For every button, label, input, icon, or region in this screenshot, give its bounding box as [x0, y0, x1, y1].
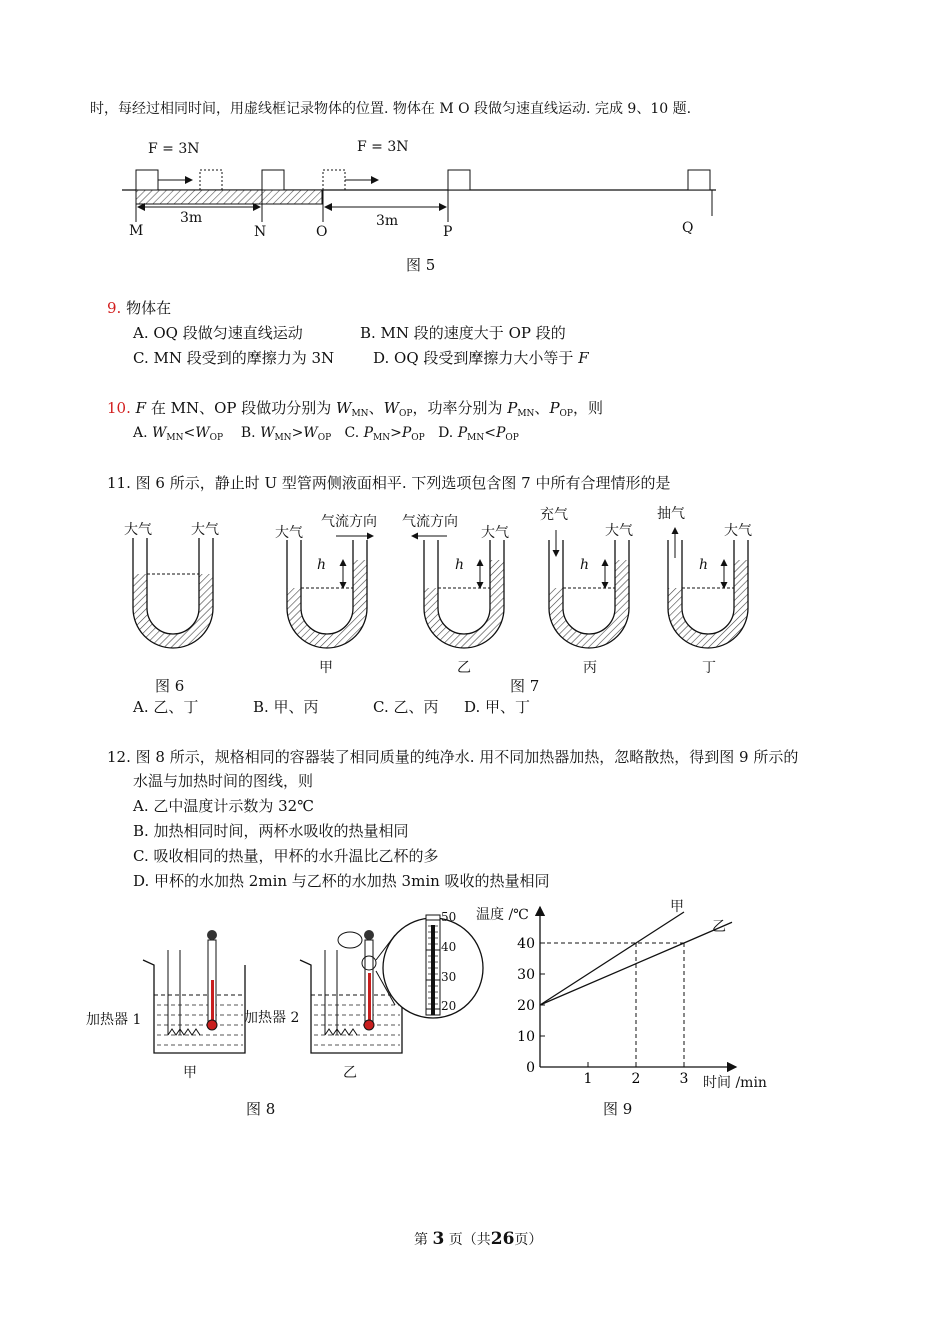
beaker-jia-label: 甲	[183, 1065, 197, 1081]
sub-mn: MN	[467, 433, 485, 443]
distance-label-1: 3m	[180, 210, 203, 226]
point-m: M	[129, 223, 144, 239]
u-tube-bing	[549, 530, 629, 648]
fig8-caption: 图 8	[246, 1100, 276, 1118]
beaker-jia	[143, 930, 245, 1053]
sub-mn: MN	[373, 433, 391, 443]
q10-stem-part2: ，功率分别为	[412, 399, 503, 417]
q12-option-b: B. 加热相同时间，两杯水吸收的热量相同	[133, 822, 409, 840]
sub-op: OP	[317, 433, 332, 443]
x-tick-label: 1	[583, 1071, 593, 1087]
block-n	[262, 170, 284, 190]
fig6-caption: 图 6	[155, 677, 185, 695]
page-footer	[414, 1229, 542, 1250]
series-yi-label: 乙	[712, 919, 726, 935]
bing-label: 丙	[583, 660, 597, 676]
fig6-atm-left: 大气	[124, 522, 152, 538]
yi-label: 乙	[457, 660, 471, 676]
y-tick-label: 40	[517, 936, 535, 952]
sub-mn: MN	[517, 409, 535, 419]
heater-2-label: 加热器 2	[244, 1010, 300, 1026]
w-symbol: W	[152, 425, 167, 441]
q9-option-c: C. MN 段受到的摩擦力为 3N	[133, 349, 335, 367]
q10-stem-part3: ，则	[572, 399, 603, 417]
sub-op: OP	[559, 409, 573, 419]
track-ground	[122, 190, 716, 204]
q12-stem-line2: 水温与加热时间的图线，则	[133, 772, 314, 790]
yi-h: h	[455, 557, 465, 573]
jia-h: h	[317, 557, 327, 573]
ding-extract: 抽气	[657, 506, 685, 522]
footer-mid: 页（共	[448, 1232, 491, 1248]
series-line-jia	[540, 912, 684, 1005]
page-number: 3	[432, 1229, 445, 1249]
figure-5-caption: 图 5	[406, 256, 436, 274]
q9-option-d	[373, 348, 589, 368]
q10-option-d-letter: D.	[438, 425, 454, 441]
sub-mn: MN	[274, 433, 292, 443]
q9-option-d-text: D. OQ 段受到摩擦力大小等于	[373, 349, 574, 367]
x-tick-label: 3	[679, 1071, 689, 1087]
q11-stem: 11. 图 6 所示，静止时 U 型管两侧液面相平. 下列选项包含图 7 中所有合理情形的是	[107, 474, 671, 492]
y-tick-label: 10	[517, 1029, 535, 1045]
q10-option-a	[133, 425, 223, 441]
q10-option-b-letter: B.	[240, 425, 256, 441]
ding-label: 丁	[702, 660, 716, 676]
y-tick-label: 0	[526, 1060, 535, 1076]
q10-options	[133, 423, 519, 448]
q9-option-b: B. MN 段的速度大于 OP 段的	[360, 324, 566, 342]
heater-1-label: 加热器 1	[86, 1012, 142, 1028]
point-o: O	[316, 224, 328, 240]
distance-label-2: 3m	[376, 213, 399, 229]
footer-post: 页）	[514, 1232, 543, 1248]
thermometer-zoom	[376, 915, 483, 1018]
u-tube-yi	[412, 536, 504, 648]
sub-mn: MN	[351, 409, 369, 419]
zoom-scale-30: 30	[441, 970, 457, 984]
p-symbol: P	[549, 399, 560, 417]
u-tube-fig6	[133, 538, 213, 648]
block-q	[688, 170, 710, 190]
q10-option-d	[438, 425, 519, 441]
w-symbol: W	[195, 425, 210, 441]
w-symbol: W	[383, 399, 399, 417]
yi-airflow: 气流方向	[402, 514, 458, 530]
point-n: N	[254, 224, 267, 240]
q9-stem-text: 物体在	[126, 299, 172, 317]
lt-symbol: <	[183, 425, 196, 441]
point-p: P	[443, 224, 453, 240]
q10-stem	[107, 398, 603, 424]
block-m	[136, 170, 158, 190]
jia-label: 甲	[319, 660, 333, 676]
sep: 、	[368, 399, 384, 417]
q12-option-d: D. 甲杯的水加热 2min 与乙杯的水加热 3min 吸收的热量相同	[133, 872, 550, 890]
q11-option-c: C. 乙、丙	[373, 698, 439, 716]
chart9-xlabel: 时间 /min	[703, 1075, 767, 1091]
lt-symbol: <	[484, 425, 496, 441]
sub-op: OP	[505, 433, 519, 443]
point-q: Q	[682, 220, 694, 236]
q12-stem-line1: 12. 图 8 所示，规格相同的容器装了相同质量的纯净水. 用不同加热器加热，忽略散热，得到图 9 所示的	[107, 748, 799, 766]
q11-option-a: A. 乙、丁	[133, 698, 199, 716]
bing-h: h	[580, 557, 590, 573]
q10-option-c	[344, 425, 424, 441]
fig6-atm-right: 大气	[191, 522, 219, 538]
ding-h: h	[699, 557, 709, 573]
figure-9-chart	[500, 895, 800, 1095]
p-symbol: P	[363, 425, 374, 441]
w-symbol: W	[336, 399, 352, 417]
zoom-scale-20: 20	[441, 999, 457, 1013]
u-tube-ding	[668, 528, 748, 648]
sub-op: OP	[209, 433, 224, 443]
sub-mn: MN	[166, 433, 184, 443]
q12-option-c: C. 吸收相同的热量，甲杯的水升温比乙杯的多	[133, 847, 439, 865]
series-jia-label: 甲	[670, 899, 684, 915]
w-symbol: W	[260, 425, 275, 441]
gt-symbol: >	[390, 425, 402, 441]
q12-option-a: A. 乙中温度计示数为 32℃	[133, 797, 315, 815]
q11-option-b: B. 甲、丙	[253, 698, 319, 716]
sub-op: OP	[399, 409, 413, 419]
q9-stem	[107, 298, 171, 318]
figure-8-beakers	[0, 905, 950, 1105]
y-tick-label: 30	[517, 967, 535, 983]
x-tick-label: 2	[631, 1071, 641, 1087]
u-tube-jia	[287, 536, 373, 648]
fig9-caption: 图 9	[603, 1100, 633, 1118]
yi-atm: 大气	[481, 525, 509, 541]
footer-pre: 第	[414, 1232, 428, 1248]
q10-option-a-letter: A.	[133, 425, 148, 441]
beaker-yi-label: 乙	[343, 1065, 357, 1081]
y-tick-label: 20	[517, 998, 535, 1014]
sub-op: OP	[411, 433, 425, 443]
gt-symbol: >	[291, 425, 304, 441]
q11-option-d: D. 甲、丁	[464, 698, 531, 716]
block-p	[448, 170, 470, 190]
q9-option-a: A. OQ 段做匀速直线运动	[133, 324, 303, 342]
q9-option-d-f: F	[578, 349, 589, 367]
zoom-scale-50: 50	[441, 910, 457, 924]
p-symbol: P	[495, 425, 506, 441]
q10-stem-part1: 在 MN、OP 段做功分别为	[150, 399, 332, 417]
q10-f: F	[135, 399, 147, 417]
p-symbol: P	[401, 425, 412, 441]
jia-atm: 大气	[275, 525, 303, 541]
chart9-ylabel: 温度 /℃	[476, 907, 529, 923]
sep: 、	[534, 399, 550, 417]
q10-option-b	[241, 425, 331, 441]
ding-atm: 大气	[724, 523, 752, 539]
zoom-scale-40: 40	[441, 940, 457, 954]
force-label-2: F = 3N	[357, 139, 409, 155]
page-total: 26	[490, 1229, 515, 1249]
w-symbol: W	[303, 425, 318, 441]
p-symbol: P	[507, 399, 518, 417]
intro-text: 时，每经过相同时间，用虚线框记录物体的位置. 物体在 M O 段做匀速直线运动. 完成 9、10 题.	[90, 101, 692, 117]
block-ghost-o	[323, 170, 345, 190]
jia-airflow: 气流方向	[321, 514, 377, 530]
q10-option-c-letter: C.	[344, 425, 360, 441]
fig7-caption: 图 7	[510, 677, 540, 695]
block-ghost-1	[200, 170, 222, 190]
bing-inflate: 充气	[540, 507, 568, 523]
q9-number: 9.	[107, 299, 122, 317]
q10-number: 10.	[107, 399, 131, 417]
force-label-1: F = 3N	[148, 141, 200, 157]
p-symbol: P	[457, 425, 468, 441]
bing-atm: 大气	[605, 523, 633, 539]
